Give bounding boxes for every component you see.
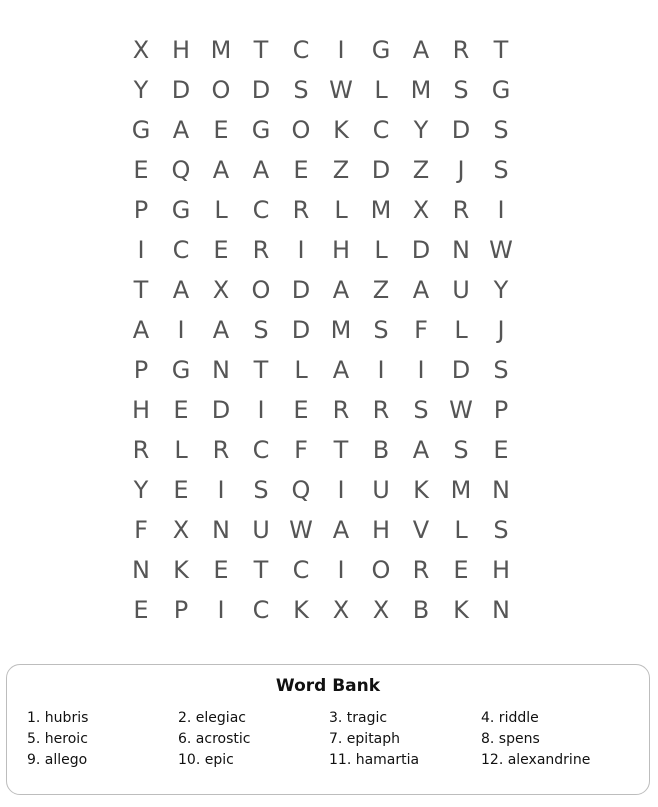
grid-letter[interactable]: J: [457, 156, 465, 184]
grid-letter[interactable]: L: [334, 196, 348, 224]
word-bank: [6, 664, 650, 795]
grid-letter[interactable]: L: [374, 76, 388, 104]
grid-letter[interactable]: S: [493, 116, 509, 144]
grid-letter[interactable]: A: [332, 356, 350, 384]
grid-letter[interactable]: X: [132, 36, 150, 64]
grid-letter[interactable]: R: [452, 36, 470, 64]
grid-letter[interactable]: K: [173, 556, 189, 584]
grid-letter[interactable]: O: [291, 116, 311, 144]
grid-letter[interactable]: G: [251, 116, 271, 144]
word-bank-item: 4. riddle: [481, 710, 539, 726]
grid-letter[interactable]: Y: [133, 476, 149, 504]
grid-letter[interactable]: U: [372, 476, 390, 504]
grid-letter[interactable]: T: [133, 276, 149, 304]
grid-letter[interactable]: I: [217, 596, 225, 624]
grid-letter[interactable]: H: [171, 36, 191, 64]
grid-letter[interactable]: G: [171, 356, 191, 384]
grid-letter[interactable]: F: [414, 316, 428, 344]
word-bank-item: 2. elegiac: [178, 710, 246, 726]
grid-letter[interactable]: H: [331, 236, 351, 264]
word-bank-item: 6. acrostic: [178, 731, 251, 747]
grid-letter[interactable]: C: [372, 116, 390, 144]
grid-letter[interactable]: P: [173, 596, 189, 624]
grid-letter[interactable]: E: [213, 236, 229, 264]
grid-letter[interactable]: N: [212, 356, 230, 384]
grid-letter[interactable]: C: [252, 596, 270, 624]
grid-letter[interactable]: A: [412, 276, 430, 304]
grid-letter[interactable]: A: [172, 276, 190, 304]
grid-letter[interactable]: E: [293, 156, 309, 184]
grid-letter[interactable]: Y: [493, 276, 509, 304]
grid-letter[interactable]: D: [291, 276, 311, 304]
grid-letter[interactable]: D: [411, 236, 431, 264]
grid-letter[interactable]: E: [493, 436, 509, 464]
grid-letter[interactable]: B: [412, 596, 430, 624]
grid-letter[interactable]: I: [337, 36, 345, 64]
grid-letter[interactable]: I: [177, 316, 185, 344]
grid-letter[interactable]: Z: [332, 156, 350, 184]
grid-letter[interactable]: I: [297, 236, 305, 264]
grid-letter[interactable]: U: [452, 276, 470, 304]
grid-letter[interactable]: D: [211, 396, 231, 424]
grid-letter[interactable]: V: [412, 516, 430, 544]
grid-letter[interactable]: I: [497, 196, 505, 224]
grid-letter[interactable]: M: [370, 196, 392, 224]
word-bank-item: 3. tragic: [329, 710, 388, 726]
grid-letter[interactable]: T: [253, 556, 269, 584]
grid-letter[interactable]: G: [131, 116, 151, 144]
grid-letter[interactable]: N: [132, 556, 150, 584]
grid-letter[interactable]: E: [133, 156, 149, 184]
grid-letter[interactable]: F: [134, 516, 148, 544]
grid-letter[interactable]: E: [293, 396, 309, 424]
grid-letter[interactable]: G: [171, 196, 191, 224]
grid-letter[interactable]: A: [212, 316, 230, 344]
grid-letter[interactable]: R: [212, 436, 230, 464]
grid-letter[interactable]: C: [252, 436, 270, 464]
grid-letter[interactable]: J: [497, 316, 505, 344]
grid-letter[interactable]: Y: [133, 76, 149, 104]
word-bank-item: 11. hamartia: [329, 752, 420, 768]
grid-letter[interactable]: D: [291, 316, 311, 344]
grid-letter[interactable]: M: [210, 36, 232, 64]
grid-letter[interactable]: S: [493, 156, 509, 184]
grid-letter[interactable]: I: [337, 556, 345, 584]
grid-letter[interactable]: L: [454, 516, 468, 544]
grid-letter[interactable]: Q: [291, 476, 311, 504]
grid-letter[interactable]: S: [453, 76, 469, 104]
grid-letter[interactable]: S: [413, 396, 429, 424]
grid-letter[interactable]: B: [372, 436, 390, 464]
grid-letter[interactable]: E: [453, 556, 469, 584]
grid-letter[interactable]: H: [131, 396, 151, 424]
word-bank-item: 9. allego: [27, 752, 88, 768]
grid-letter[interactable]: T: [253, 36, 269, 64]
grid-letter[interactable]: X: [172, 516, 190, 544]
grid-letter[interactable]: Q: [171, 156, 191, 184]
grid-letter[interactable]: A: [132, 316, 150, 344]
grid-letter[interactable]: I: [137, 236, 145, 264]
grid-letter[interactable]: E: [213, 556, 229, 584]
grid-letter[interactable]: M: [330, 316, 352, 344]
grid-letter[interactable]: A: [332, 276, 350, 304]
word-bank-item: 5. heroic: [27, 731, 88, 747]
grid-letter[interactable]: L: [374, 236, 388, 264]
grid-letter[interactable]: G: [491, 76, 511, 104]
grid-letter[interactable]: K: [293, 596, 309, 624]
grid-letter[interactable]: E: [173, 476, 189, 504]
grid-letter[interactable]: S: [493, 516, 509, 544]
grid-letter[interactable]: H: [491, 556, 511, 584]
grid-letter[interactable]: R: [252, 236, 270, 264]
grid-letter[interactable]: I: [377, 356, 385, 384]
grid-letter[interactable]: A: [172, 116, 190, 144]
grid-letter[interactable]: W: [289, 516, 313, 544]
grid-letter[interactable]: N: [452, 236, 470, 264]
grid-letter[interactable]: C: [252, 196, 270, 224]
grid-letter[interactable]: A: [412, 36, 430, 64]
grid-letter[interactable]: L: [454, 316, 468, 344]
grid-letter[interactable]: R: [132, 436, 150, 464]
grid-letter[interactable]: T: [493, 36, 509, 64]
grid-letter[interactable]: O: [371, 556, 391, 584]
grid-letter[interactable]: R: [372, 396, 390, 424]
grid-letter[interactable]: R: [292, 196, 310, 224]
grid-letter[interactable]: W: [329, 76, 353, 104]
grid-letter[interactable]: S: [493, 356, 509, 384]
grid-letter[interactable]: D: [251, 76, 271, 104]
grid-letter[interactable]: K: [413, 476, 429, 504]
grid-letter[interactable]: S: [253, 476, 269, 504]
grid-letter[interactable]: P: [133, 356, 149, 384]
grid-letter[interactable]: S: [293, 76, 309, 104]
grid-letter[interactable]: D: [451, 356, 471, 384]
grid-letter[interactable]: N: [212, 516, 230, 544]
word-bank-item: 8. spens: [481, 731, 540, 747]
grid-letter[interactable]: X: [412, 196, 430, 224]
grid-letter[interactable]: A: [212, 156, 230, 184]
grid-letter[interactable]: L: [214, 196, 228, 224]
word-bank-item: 12. alexandrine: [481, 752, 591, 768]
grid-letter[interactable]: I: [217, 476, 225, 504]
grid-letter[interactable]: F: [294, 436, 308, 464]
grid-letter[interactable]: K: [453, 596, 469, 624]
grid-letter[interactable]: S: [373, 316, 389, 344]
grid-letter[interactable]: M: [410, 76, 432, 104]
grid-letter[interactable]: N: [492, 596, 510, 624]
grid-letter[interactable]: X: [212, 276, 230, 304]
grid-letter[interactable]: D: [371, 156, 391, 184]
grid-letter[interactable]: C: [292, 36, 310, 64]
grid-letter[interactable]: G: [371, 36, 391, 64]
grid-letter[interactable]: O: [211, 76, 231, 104]
grid-letter[interactable]: R: [412, 556, 430, 584]
grid-letter[interactable]: T: [253, 356, 269, 384]
grid-letter[interactable]: A: [412, 436, 430, 464]
grid-letter[interactable]: N: [492, 476, 510, 504]
grid-letter[interactable]: H: [371, 516, 391, 544]
grid-letter[interactable]: R: [332, 396, 350, 424]
grid-letter[interactable]: S: [253, 316, 269, 344]
grid-letter[interactable]: C: [292, 556, 310, 584]
grid-letter[interactable]: L: [294, 356, 308, 384]
grid-letter[interactable]: W: [489, 236, 513, 264]
grid-letter[interactable]: T: [333, 436, 349, 464]
grid-letter[interactable]: K: [333, 116, 349, 144]
grid-letter[interactable]: I: [417, 356, 425, 384]
grid-letter[interactable]: D: [171, 76, 191, 104]
grid-letter[interactable]: S: [453, 436, 469, 464]
word-bank-item: 7. epitaph: [329, 731, 401, 747]
grid-letter[interactable]: X: [372, 596, 390, 624]
grid-letter[interactable]: Z: [412, 156, 430, 184]
grid-letter[interactable]: I: [337, 476, 345, 504]
word-bank-item: 10. epic: [178, 752, 234, 768]
grid-letter[interactable]: Y: [413, 116, 429, 144]
grid-letter[interactable]: O: [251, 276, 271, 304]
grid-letter[interactable]: A: [252, 156, 270, 184]
grid-letter[interactable]: Z: [372, 276, 390, 304]
grid-letter[interactable]: D: [451, 116, 471, 144]
grid-letter[interactable]: M: [450, 476, 472, 504]
grid-letter[interactable]: P: [493, 396, 509, 424]
word-bank-title: Word Bank: [275, 676, 381, 696]
grid-letter[interactable]: E: [133, 596, 149, 624]
grid-letter[interactable]: W: [449, 396, 473, 424]
grid-letter[interactable]: X: [332, 596, 350, 624]
word-list: [7, 665, 649, 794]
grid-letter[interactable]: I: [257, 396, 265, 424]
grid-letter[interactable]: U: [252, 516, 270, 544]
letter-grid: [121, 30, 521, 630]
grid-letter[interactable]: E: [213, 116, 229, 144]
word-bank-item: 1. hubris: [27, 710, 89, 726]
grid-letter[interactable]: P: [133, 196, 149, 224]
grid-letter[interactable]: R: [452, 196, 470, 224]
grid-letter[interactable]: L: [174, 436, 188, 464]
grid-letter[interactable]: A: [332, 516, 350, 544]
grid-letter[interactable]: E: [173, 396, 189, 424]
grid-letter[interactable]: C: [172, 236, 190, 264]
